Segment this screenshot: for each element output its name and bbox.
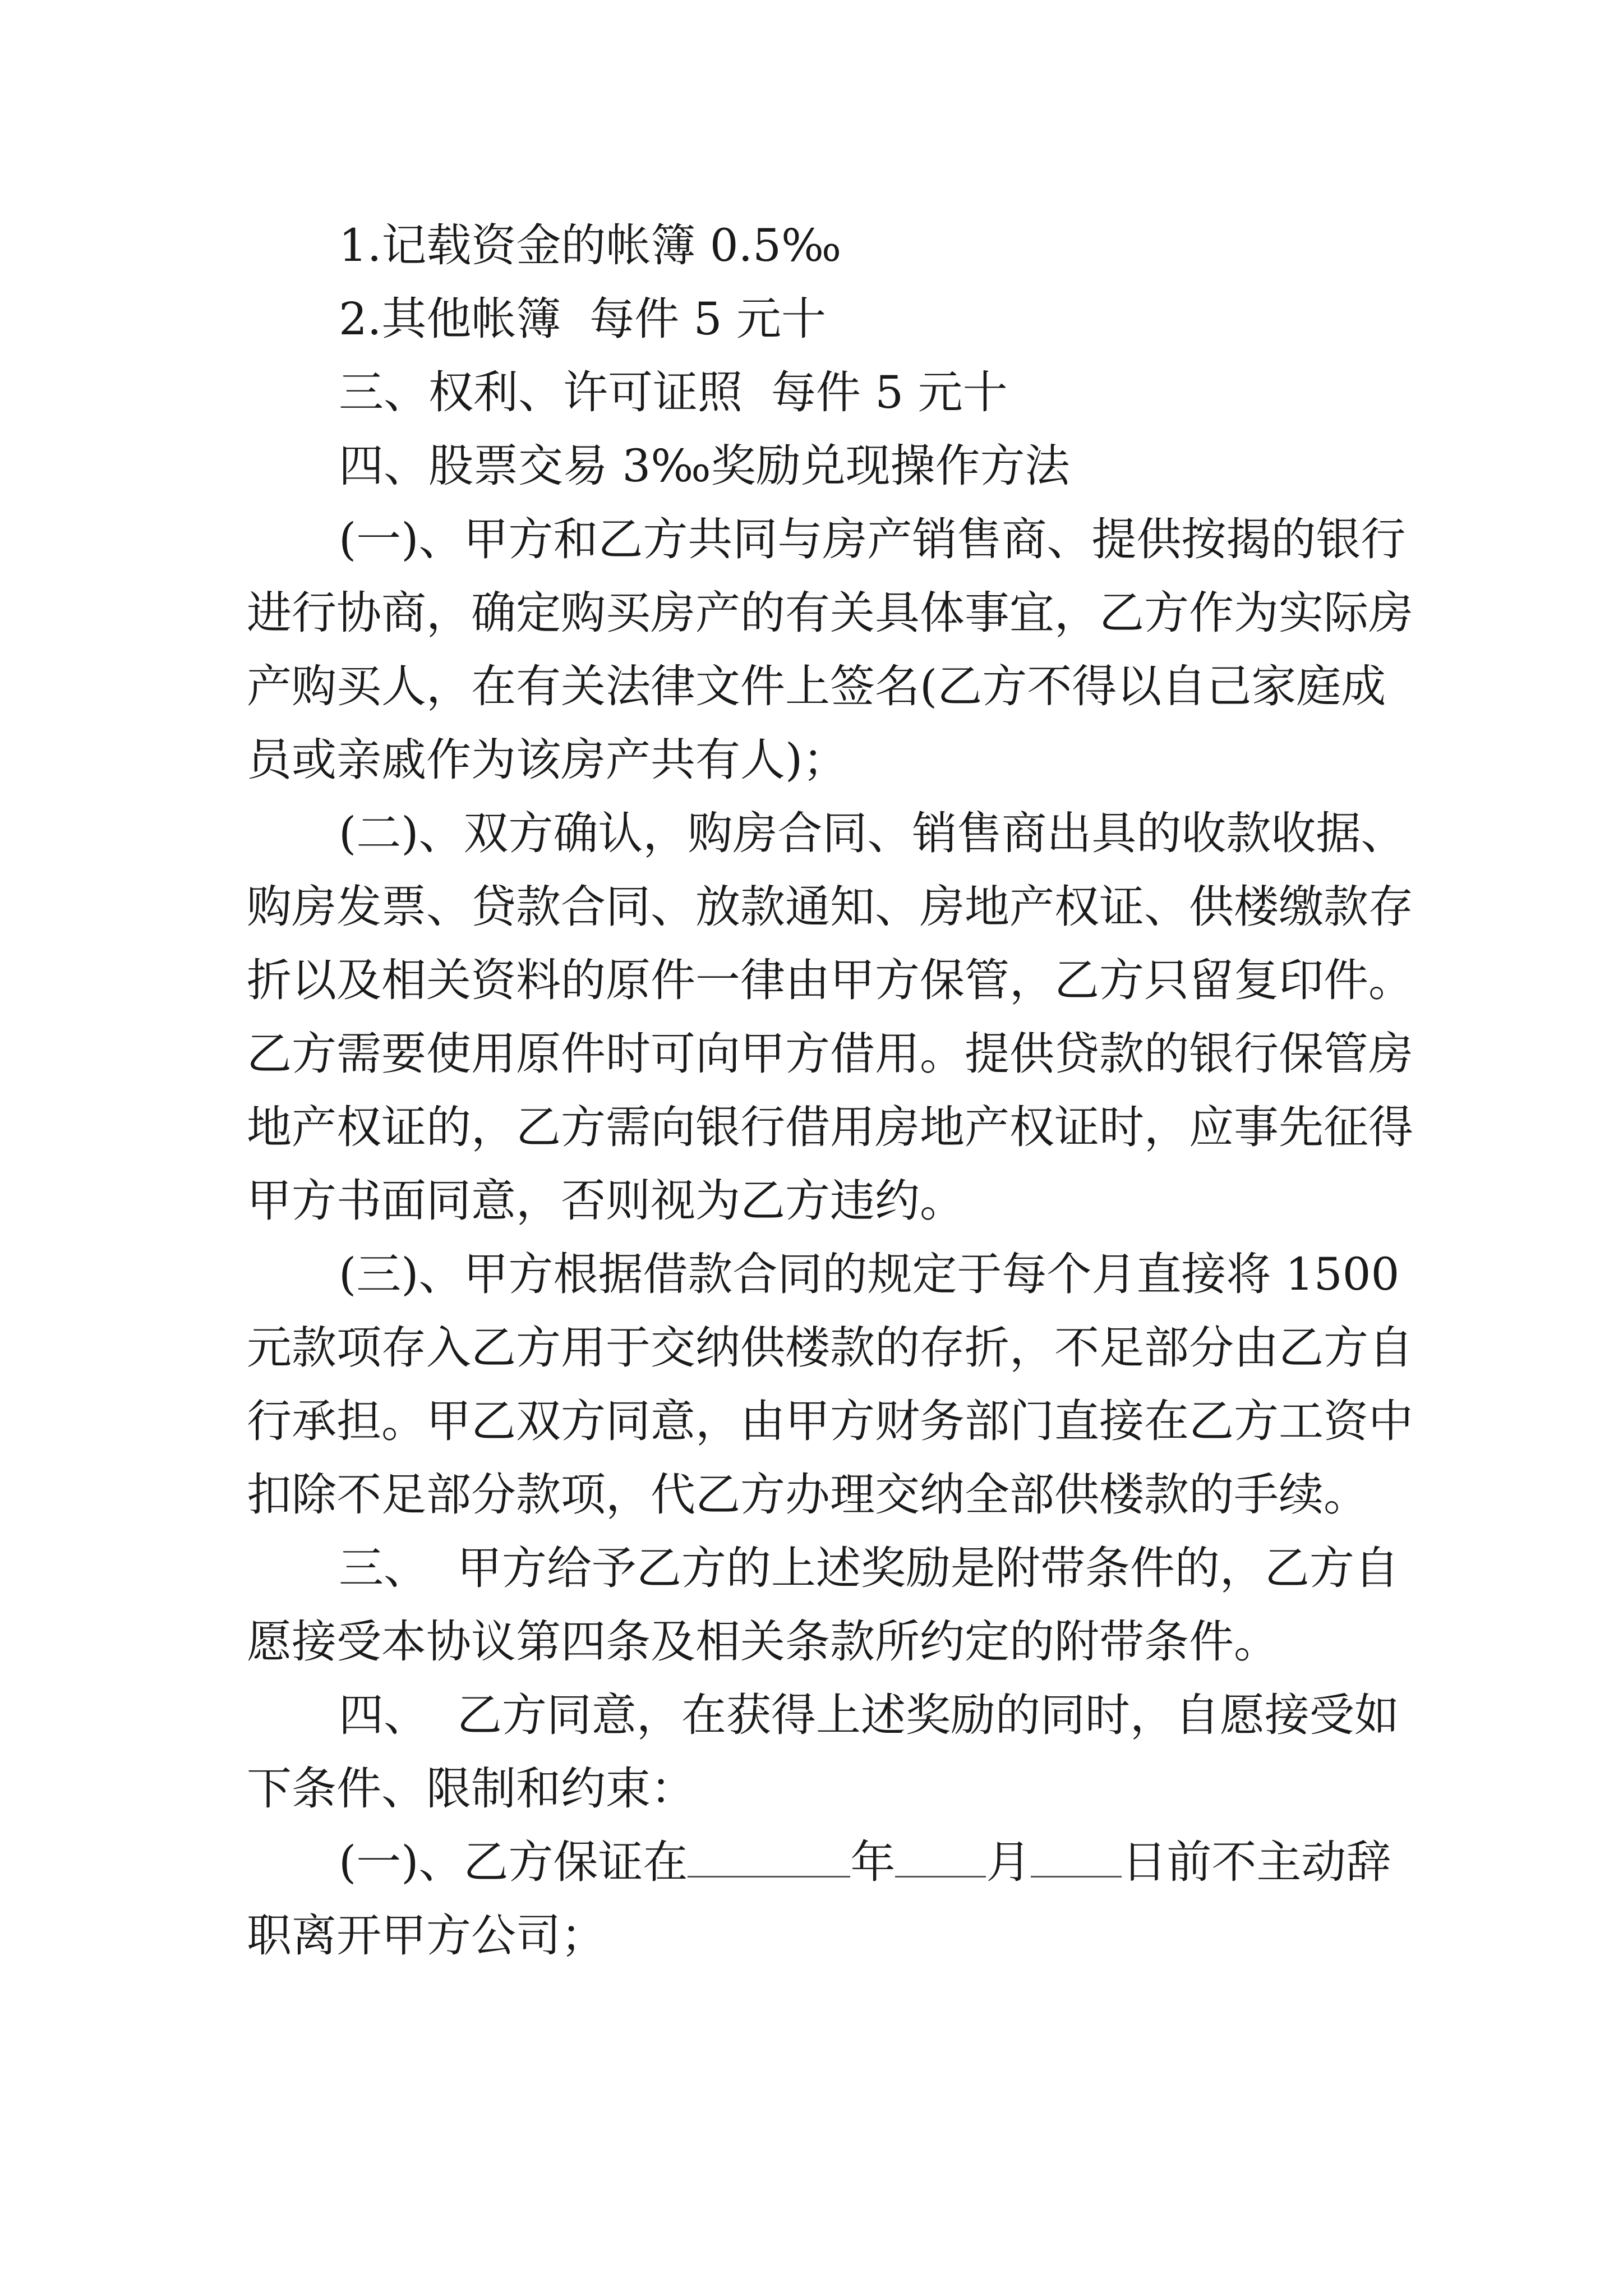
text-line: 行承担。甲乙双方同意，由甲方财务部门直接在乙方工资中 — [247, 1395, 1413, 1447]
text-line: 三、权利、许可证照 每件 5 元十 — [339, 366, 1008, 418]
text-line: 产购买人，在有关法律文件上签名(乙方不得以自己家庭成 — [247, 660, 1386, 712]
text-line: 2.其他帐簿 每件 5 元十 — [339, 293, 826, 345]
text-line: 职离开甲方公司； — [247, 1910, 606, 1962]
text-line: 购房发票、贷款合同、放款通知、房地产权证、供楼缴款存 — [247, 881, 1413, 933]
year-blank — [688, 1832, 850, 1878]
text-line: 甲方书面同意，否则视为乙方违约。 — [247, 1175, 965, 1227]
text-line: 1.记载资金的帐簿 0.5‰ — [339, 219, 842, 272]
paragraph-first-line: (三)、甲方根据借款合同的规定于每个月直接将 1500 — [339, 1248, 1400, 1300]
paragraph-first-line: 三、 甲方给予乙方的上述奖励是附带条件的，乙方自 — [339, 1542, 1399, 1594]
text-line: 员或亲戚作为该房产共有人)； — [247, 734, 848, 786]
text-line: 四、股票交易 3‰奖励兑现操作方法 — [339, 440, 1070, 492]
text-line: 进行协商，确定购买房产的有关具体事宜，乙方作为实际房 — [247, 587, 1413, 639]
month-blank — [895, 1832, 986, 1878]
paragraph-first-line: (二)、双方确认，购房合同、销售商出具的收款收据、 — [339, 807, 1406, 859]
text-line: 元款项存入乙方用于交纳供楼款的存折，不足部分由乙方自 — [247, 1322, 1413, 1374]
clause-suffix: 日前不主动辞 — [1122, 1836, 1391, 1888]
document-body — [247, 209, 1413, 1972]
text-line: 乙方需要使用原件时可向甲方借用。提供贷款的银行保管房 — [247, 1028, 1413, 1080]
day-blank — [1031, 1832, 1122, 1878]
paragraph-first-line: 四、 乙方同意，在获得上述奖励的同时，自愿接受如 — [339, 1689, 1399, 1741]
clause-line-with-blanks — [247, 1825, 1391, 1899]
year-label: 年 — [850, 1836, 896, 1888]
text-line: 下条件、限制和约束： — [247, 1763, 695, 1815]
paragraph-first-line: (一)、甲方和乙方共同与房产销售商、提供按揭的银行 — [339, 513, 1406, 565]
text-line: 地产权证的，乙方需向银行借用房地产权证时，应事先征得 — [247, 1101, 1413, 1153]
text-line: 扣除不足部分款项，代乙方办理交纳全部供楼款的手续。 — [247, 1469, 1368, 1521]
text-line: 愿接受本协议第四条及相关条款所约定的附带条件。 — [247, 1616, 1279, 1668]
text-line: 折以及相关资料的原件一律由甲方保管，乙方只留复印件。 — [247, 954, 1413, 1006]
clause-prefix: (一)、乙方保证在 — [339, 1836, 688, 1888]
month-label: 月 — [986, 1836, 1031, 1888]
